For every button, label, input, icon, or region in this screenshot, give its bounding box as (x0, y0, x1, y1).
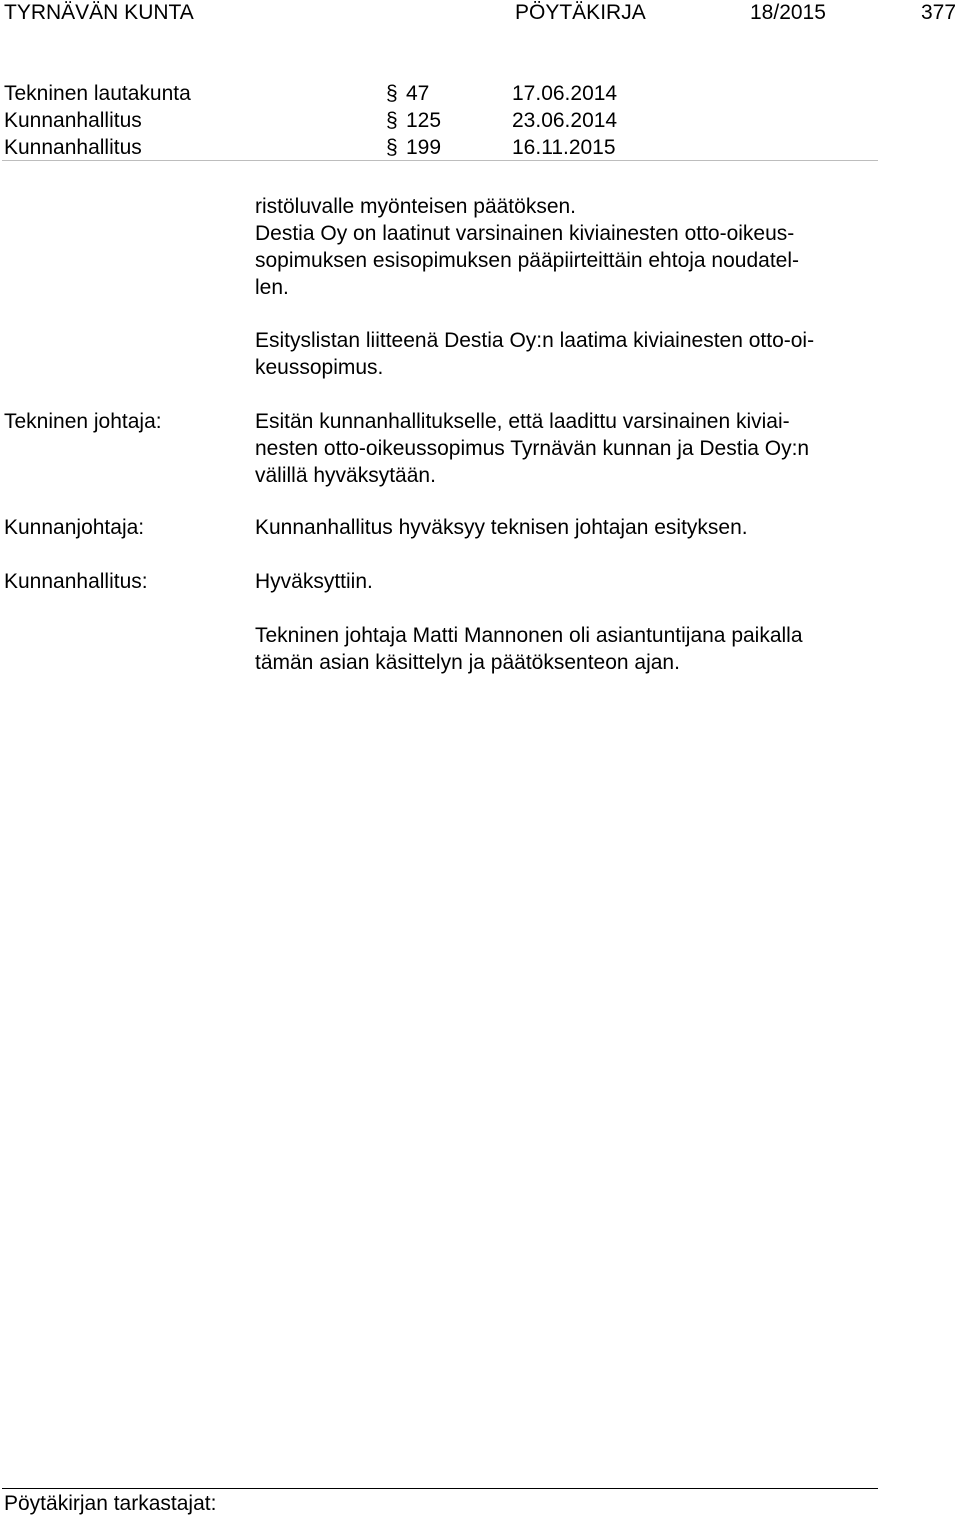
reference-date: 23.06.2014 (512, 109, 618, 132)
text-line: ristöluvalle myönteisen päätöksen. (255, 195, 577, 218)
text-line: Destia Oy on laatinut varsinainen kiviainesten otto-oikeus- (255, 222, 795, 245)
section-mark: § (386, 109, 398, 132)
text-line: välillä hyväksytään. (255, 464, 436, 487)
text-line: Tekninen johtaja Matti Mannonen oli asiantuntijana paikalla (255, 624, 803, 647)
role-label-board: Kunnanhallitus: (4, 570, 148, 593)
document-type: PÖYTÄKIRJA (515, 1, 646, 24)
municipal-manager-proposal (255, 514, 880, 541)
reference-number: 125 (406, 109, 442, 132)
reference-row (4, 109, 904, 136)
text-line: len. (255, 276, 289, 299)
text-line: Hyväksyttiin. (255, 570, 373, 593)
text-line: sopimuksen esisopimuksen pääpiirteittäin ehtoja noudatel- (255, 249, 799, 272)
role-label-municipal-manager: Kunnanjohtaja: (4, 516, 145, 539)
body-paragraph (255, 327, 880, 381)
board-decision (255, 568, 880, 595)
text-line: Kunnanhallitus hyväksyy teknisen johtajan esityksen. (255, 516, 748, 539)
reference-row (4, 82, 904, 109)
municipality-name: TYRNÄVÄN KUNTA (4, 1, 194, 24)
reference-number: 47 (406, 82, 430, 105)
reference-body: Kunnanhallitus (4, 136, 142, 159)
text-line: nesten otto-oikeussopimus Tyrnävän kunnan ja Destia Oy:n (255, 437, 810, 460)
footer-divider (2, 1488, 878, 1489)
body-paragraph (255, 622, 880, 676)
header-divider (2, 160, 878, 161)
text-line: keussopimus. (255, 356, 384, 379)
reference-body: Kunnanhallitus (4, 109, 142, 132)
body-paragraph (255, 193, 880, 301)
reference-date: 16.11.2015 (512, 136, 616, 159)
section-mark: § (386, 136, 398, 159)
reference-row (4, 136, 904, 163)
reference-date: 17.06.2014 (512, 82, 618, 105)
text-line: tämän asian käsittelyn ja päätöksenteon ajan. (255, 651, 680, 674)
text-line: Esitän kunnanhallitukselle, että laadittu varsinainen kiviai- (255, 410, 790, 433)
reference-body: Tekninen lautakunta (4, 82, 191, 105)
text-line: Esityslistan liitteenä Destia Oy:n laatima kiviainesten otto-oi- (255, 329, 815, 352)
tech-director-proposal (255, 408, 880, 489)
section-mark: § (386, 82, 398, 105)
role-label-tech-director: Tekninen johtaja: (4, 410, 162, 433)
page-number: 377 (921, 1, 957, 24)
document-number: 18/2015 (750, 1, 826, 24)
minutes-reviewers-label: Pöytäkirjan tarkastajat: (4, 1492, 217, 1515)
reference-number: 199 (406, 136, 442, 159)
